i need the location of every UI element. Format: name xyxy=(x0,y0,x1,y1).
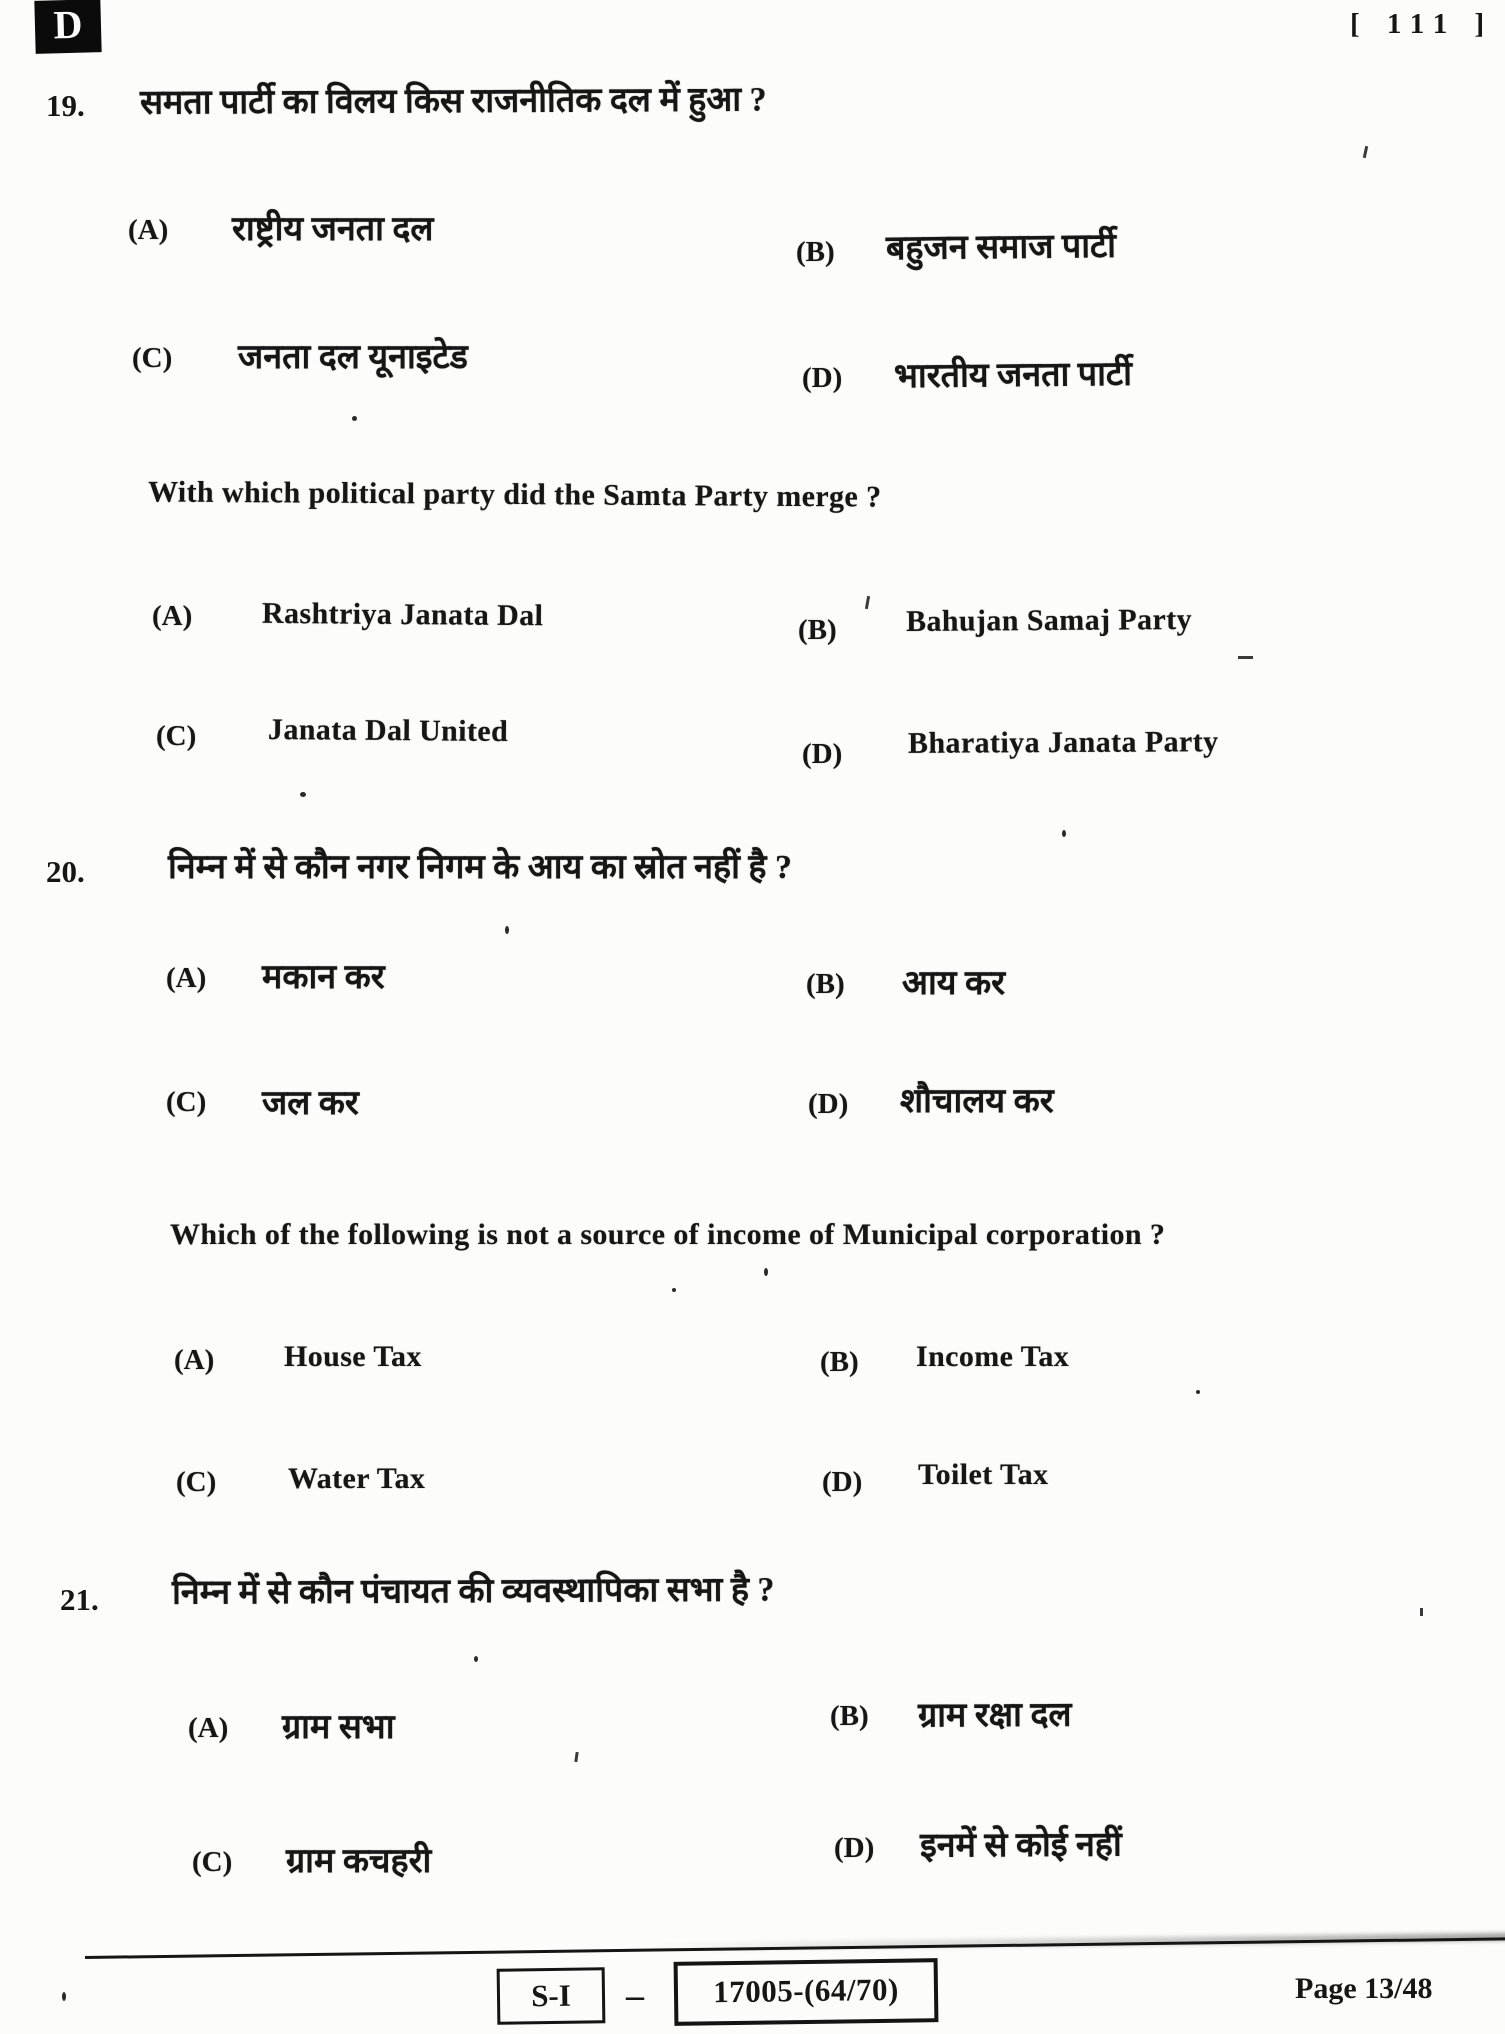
option-label: (A) xyxy=(174,1344,215,1376)
option-text: आय कर xyxy=(902,965,1005,1002)
option-text: Income Tax xyxy=(916,1340,1070,1373)
option-label: (B) xyxy=(796,236,835,268)
option-label: (D) xyxy=(808,1088,849,1120)
scan-speck xyxy=(1420,1608,1423,1616)
option-label: (B) xyxy=(798,614,837,646)
question-text-english: With which political party did the Samta Party merge ? xyxy=(147,475,882,514)
question-number: 19. xyxy=(46,88,85,123)
series-code-box: S-I xyxy=(497,1967,606,2025)
scan-speck xyxy=(672,1288,676,1292)
option-text: शौचालय कर xyxy=(900,1083,1054,1120)
question-text-english: Which of the following is not a source of income of Municipal corporation ? xyxy=(170,1218,1166,1251)
scan-speck xyxy=(1062,830,1066,837)
scan-speck xyxy=(1238,656,1253,659)
option-text: Bahujan Samaj Party xyxy=(905,603,1193,638)
option-text: इनमें से कोई नहीं xyxy=(919,1826,1122,1865)
option-label: (C) xyxy=(166,1086,207,1118)
option-label: (C) xyxy=(156,720,197,752)
booklet-number-box: 17005-(64/70) xyxy=(674,1958,939,2026)
scan-speck xyxy=(474,1656,478,1662)
option-text: Rashtriya Janata Dal xyxy=(261,596,544,633)
option-label: (A) xyxy=(188,1712,229,1744)
option-label: (D) xyxy=(822,1466,863,1498)
page-bracket-number: [ 111 ] xyxy=(1350,8,1495,40)
scan-speck xyxy=(62,1992,66,2001)
option-label: (D) xyxy=(802,362,843,394)
option-label: (C) xyxy=(176,1466,217,1498)
option-text: Janata Dal United xyxy=(267,712,509,749)
option-text: भारतीय जनता पार्टी xyxy=(893,355,1133,396)
question-text-hindi: समता पार्टी का विलय किस राजनीतिक दल में हुआ ? xyxy=(139,81,767,122)
option-text: Bharatiya Janata Party xyxy=(907,725,1219,760)
scan-speck xyxy=(505,926,509,934)
option-label: (B) xyxy=(806,968,845,1000)
scan-speck xyxy=(352,416,357,421)
option-text: Water Tax xyxy=(288,1462,426,1495)
scan-speck xyxy=(865,596,870,609)
option-text: ग्राम सभा xyxy=(282,1709,395,1746)
question-text-hindi: निम्न में से कौन नगर निगम के आय का स्रोत नहीं है ? xyxy=(168,849,792,886)
scan-speck xyxy=(1363,146,1368,158)
scan-speck xyxy=(300,792,306,797)
page-indicator: Page 13/48 xyxy=(1295,1972,1433,2005)
option-label: (C) xyxy=(132,342,173,374)
scan-speck xyxy=(764,1268,768,1276)
option-label: (A) xyxy=(152,600,193,632)
option-label: (B) xyxy=(820,1346,859,1378)
option-text: जल कर xyxy=(262,1085,359,1122)
option-label: (C) xyxy=(192,1846,233,1878)
option-text: बहुजन समाज पार्टी xyxy=(885,227,1117,268)
option-text: ग्राम रक्षा दल xyxy=(917,1696,1072,1735)
option-label: (D) xyxy=(802,738,843,770)
scan-speck xyxy=(1196,1390,1200,1394)
question-text-hindi: निम्न में से कौन पंचायत की व्यवस्थापिका सभा है ? xyxy=(171,1571,775,1612)
question-number: 20. xyxy=(46,854,85,889)
option-label: (D) xyxy=(834,1832,875,1864)
option-label: (A) xyxy=(128,214,169,246)
scan-speck xyxy=(574,1752,578,1762)
option-text: House Tax xyxy=(284,1340,422,1373)
option-text: ग्राम कचहरी xyxy=(286,1843,432,1880)
option-label: (B) xyxy=(830,1700,869,1732)
option-text: Toilet Tax xyxy=(918,1458,1049,1491)
option-label: (A) xyxy=(166,962,207,994)
option-text: मकान कर xyxy=(262,959,385,996)
footer-dash: – xyxy=(626,1975,644,2015)
question-number: 21. xyxy=(60,1582,99,1617)
option-text: राष्ट्रीय जनता दल xyxy=(232,211,434,248)
option-text: जनता दल यूनाइटेड xyxy=(238,339,468,376)
booklet-code-badge: D xyxy=(34,0,101,54)
